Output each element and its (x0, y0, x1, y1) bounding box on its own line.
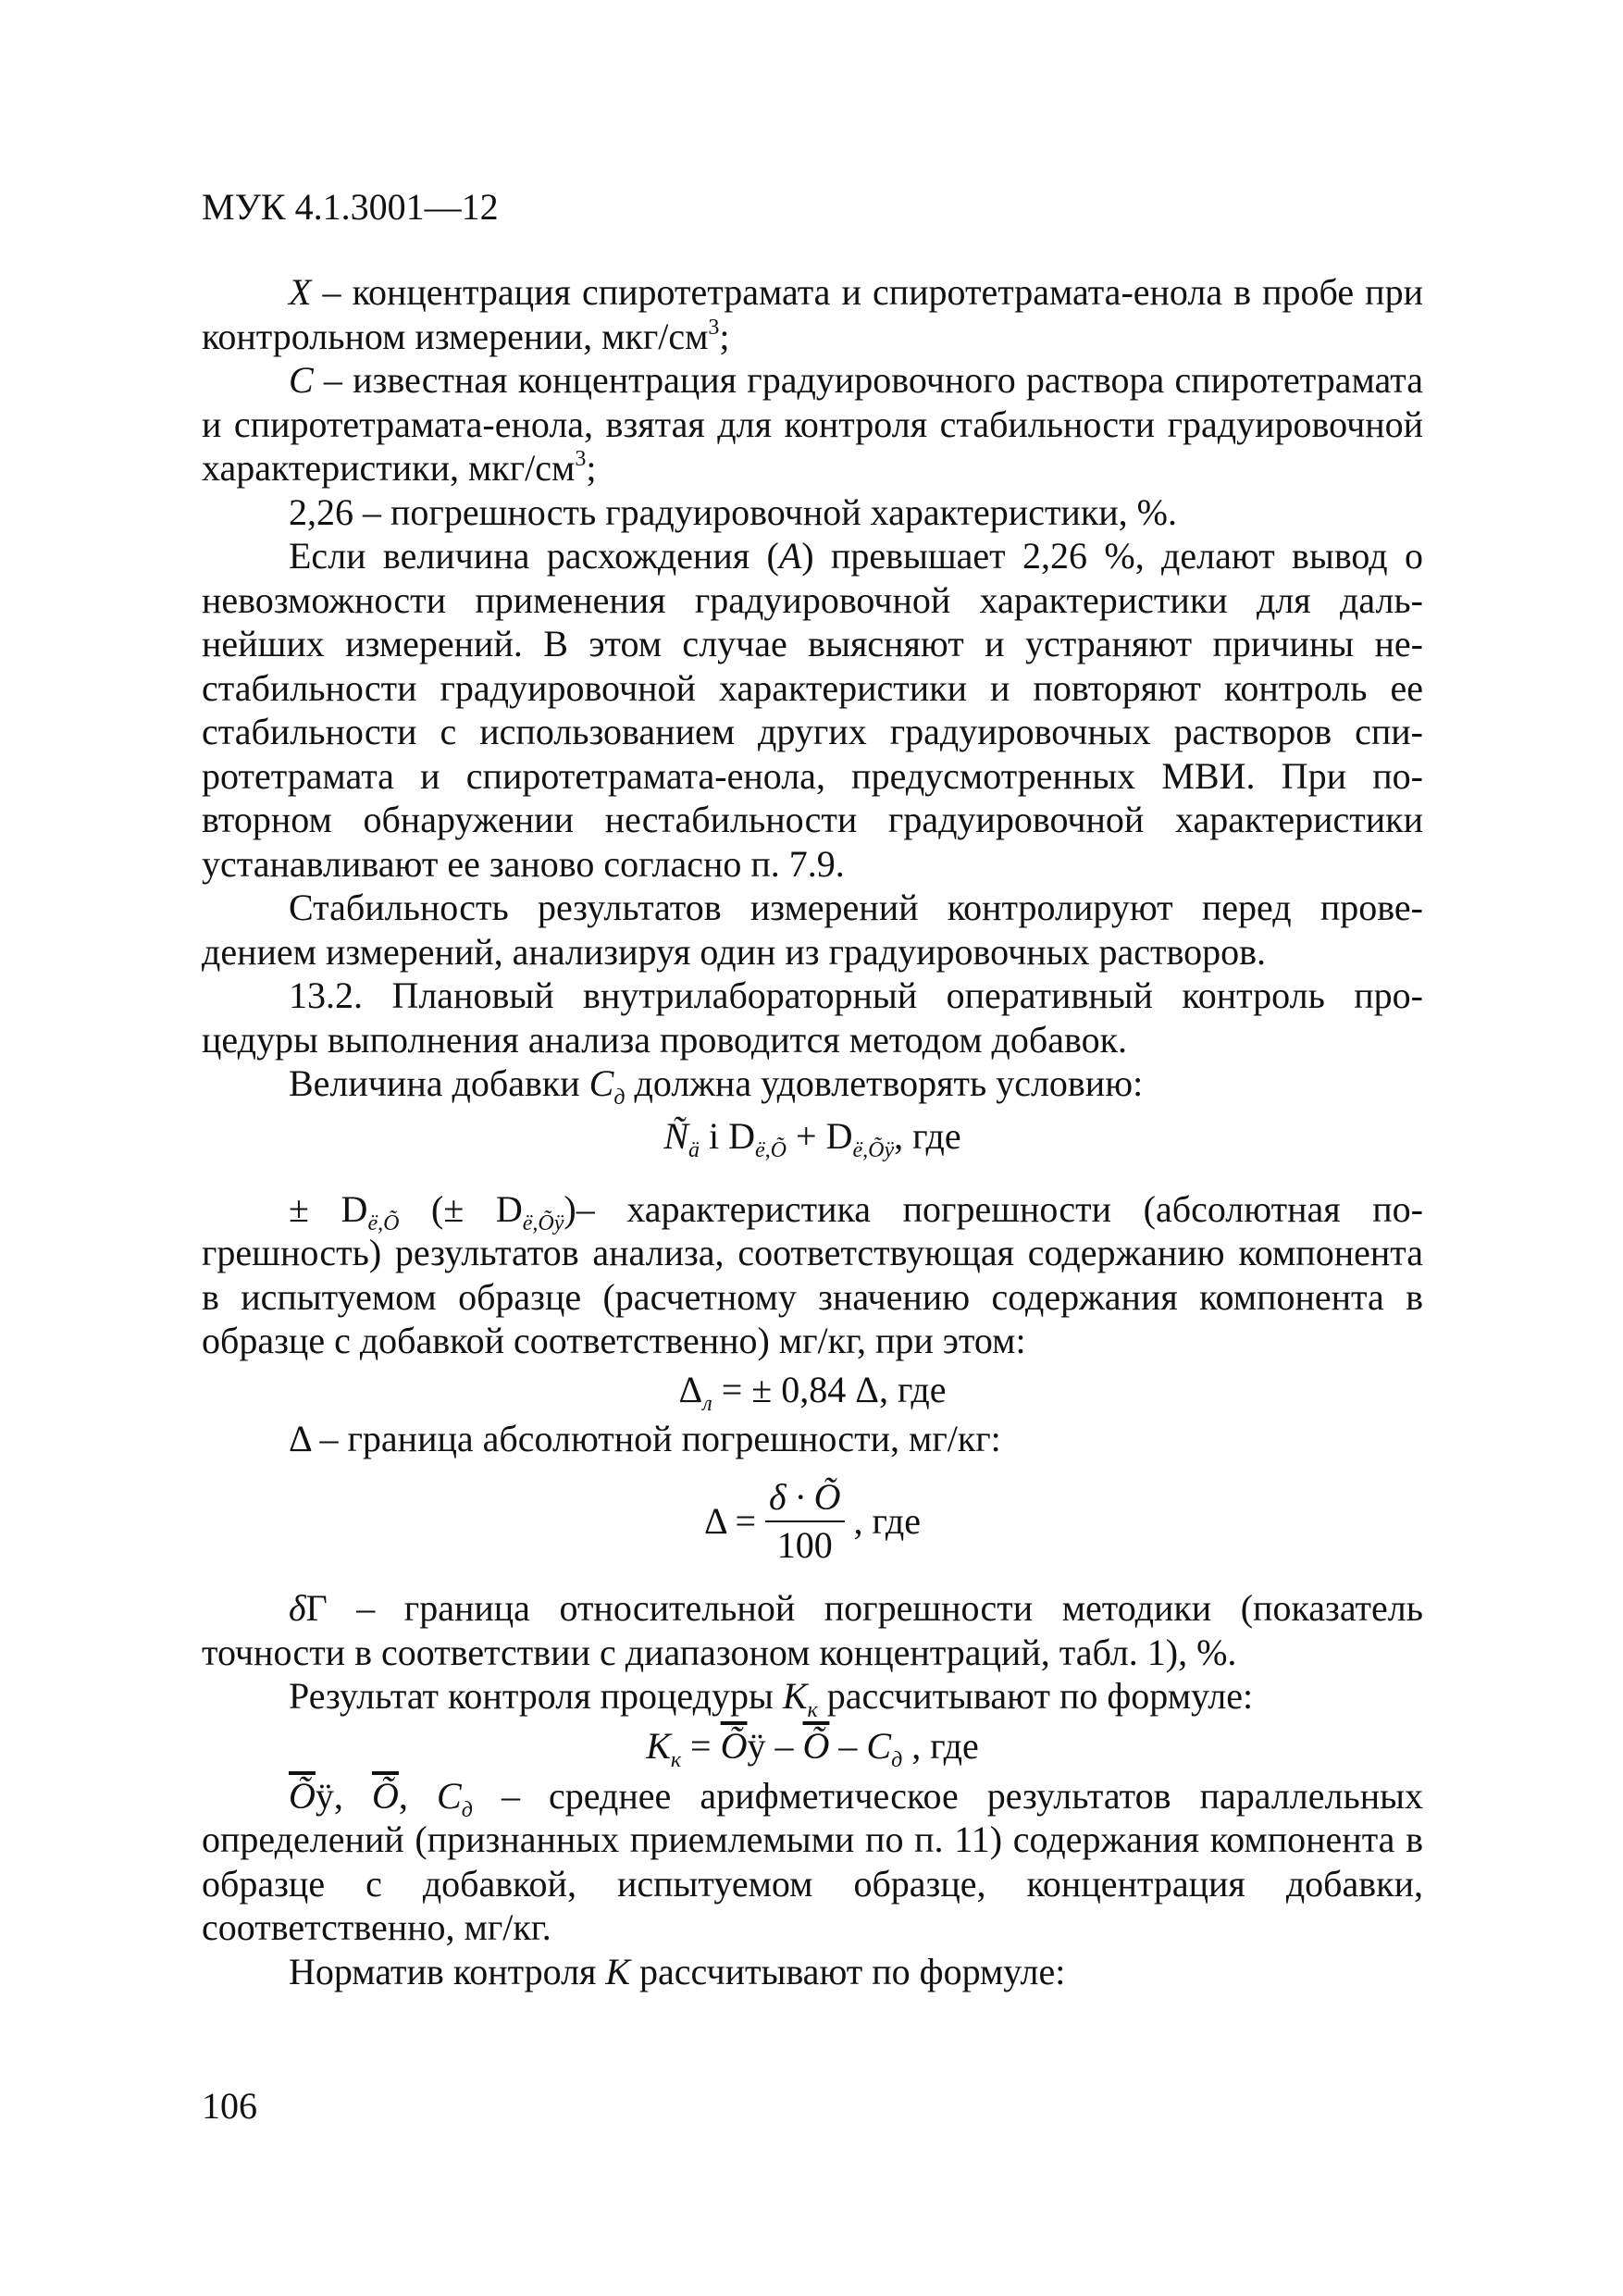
text-run: рассчитывают по формуле: (817, 1675, 1254, 1717)
subscript: ë,Õ (755, 1137, 787, 1162)
definition-c (202, 358, 1423, 490)
formula-text: = (681, 1724, 721, 1767)
text-run: ± D (289, 1187, 368, 1230)
paragraph-mean-values: $\overline{Õ}ÿ$, $\overline{Õ}$, $С_д$ – среднее арифметическое результатов параллельных определений (признанных приемлемыми по п. 11) содержания компонента в образце с добавкой, испытуемом образце, концентрация добавки, соответственно, мг/кг. (202, 1774, 1423, 1948)
text-run: должна удовлетворять условию: (625, 1062, 1144, 1104)
subscript: к (670, 1747, 682, 1772)
formula-condition (202, 1106, 1423, 1167)
text-run: ÿ (315, 1774, 334, 1817)
formula-symbol: С (437, 1774, 462, 1817)
punctuation: ; (586, 447, 597, 489)
symbol-mark: Г (305, 1587, 328, 1629)
page-number: 106 (202, 2085, 257, 2127)
text-run: – среднее арифметическое результатов параллельных определений (признанных приемлемыми по п. 11) содержания компонента в образце с добавкой, испытуемом образце, концентрация добавки, соответственно, мг/кг. (202, 1774, 1423, 1948)
formula-text: i D (700, 1114, 756, 1157)
formula-symbol: Ñ (663, 1114, 689, 1157)
symbol-c: С (289, 359, 314, 401)
text-run: Если величина расхождения ( (289, 535, 779, 577)
paragraph-divergence (202, 534, 1423, 886)
punctuation: ; (719, 315, 730, 357)
paragraph-delta: Δ – граница абсолютной погрешности, мг/кг: (289, 1417, 1001, 1459)
paragraph-additive (202, 1061, 1423, 1110)
text-run: Норматив контроля (289, 1950, 606, 1992)
subscript: ë,Õÿ (852, 1137, 895, 1162)
symbol-k: К (605, 1950, 630, 1992)
formula-text: Δ (678, 1368, 703, 1410)
formula-text: – (765, 1724, 803, 1767)
fraction-denominator: 100 (776, 1524, 833, 1566)
symbol-k: К (782, 1675, 808, 1717)
formula-text: Δ = (703, 1500, 757, 1543)
text-run: Результат контроля процедуры (289, 1675, 783, 1717)
formula-text: , где (853, 1500, 922, 1543)
text-run: )– характеристика погрешности (абсолютная погрешность) результатов анализа, соответствующая содержанию компонента в испытуемом образце (расчетному значению содержания компонента в образце с добавкой соответственно) мг/кг, при этом: (202, 1187, 1423, 1361)
text-run: ) превышает 2,26 %, делают вывод о невозможности применения градуировочной характеристики для дальнейших измерений. В этом случае выясняют и устраняют причины нестабильности градуировочной характеристики и повторяют контроль ее стабильности с использованием других градуировочных растворов спиротетрамата и спиротетрамата-енола, предусмотренных МВИ. При повторном обнаружении нестабильности градуировочной характеристики устанавливают ее заново согласно п. 7.9. (202, 535, 1423, 885)
paragraph-norm (202, 1950, 1423, 1994)
formula-kk (202, 1719, 1423, 1774)
subscript: д (613, 1086, 626, 1110)
superscript: 3 (575, 447, 587, 471)
subscript: ë,Õ (367, 1210, 400, 1235)
formula-symbol: $\overline{Õ}$ (720, 1724, 748, 1767)
document-header: МУК 4.1.3001—12 (202, 186, 499, 228)
paragraph-control-result (202, 1674, 1423, 1722)
subscript: ä (688, 1137, 700, 1162)
subscript: л (702, 1391, 712, 1416)
formula-symbol: К (646, 1724, 671, 1767)
fraction (765, 1474, 844, 1569)
formula-text: ÿ (747, 1724, 766, 1767)
subscript: к (807, 1698, 818, 1722)
formula-text: , где (894, 1114, 961, 1157)
formula-delta (202, 1464, 1423, 1579)
paragraph-delta-relative (202, 1586, 1423, 1674)
definition-226: 2,26 – погрешность градуировочной характеристики, %. (289, 490, 1177, 533)
symbol-x: X (289, 271, 312, 313)
subscript: д (461, 1797, 473, 1822)
formula-symbol: $\overline{Õ}$ (372, 1774, 399, 1817)
formula-symbol: $\overline{Õ}$ (802, 1724, 830, 1767)
fraction-numerator: δ · Õ (769, 1476, 841, 1518)
text-run: рассчитывают по формуле: (629, 1950, 1066, 1992)
formula-text: = ± 0,84 Δ, где (712, 1368, 947, 1410)
formula-text: + D (787, 1114, 853, 1157)
page-content (202, 270, 1423, 1993)
formula-delta-l (202, 1363, 1423, 1417)
text-run: Величина добавки (289, 1062, 589, 1104)
symbol-c-d: С (588, 1062, 614, 1104)
text-run: (± D (399, 1187, 523, 1230)
formula-symbol: С (866, 1724, 892, 1767)
subscript: д (891, 1747, 903, 1772)
formula-symbol: $\overline{Õ}$ (289, 1774, 316, 1817)
symbol-a: А (778, 535, 802, 577)
definition-c-text: – известная концентрация градуировочного раствора спиротетрамата и спиротетрамата-енола, взятая для контроля стабильности градуировочной характеристики, мкг/см (202, 359, 1423, 489)
text-run: – граница относительной погрешности методики (показатель точности в соответствии с диапазоном концентраций, табл. 1), %. (202, 1587, 1423, 1673)
superscript: 3 (708, 315, 720, 340)
symbol-delta: δ (289, 1587, 306, 1629)
paragraph-stability: Стабильность результатов измерений контролируют перед проведением измерений, анализируя один из градуировочных растворов. (202, 887, 1423, 973)
formula-text: – (829, 1724, 867, 1767)
definition-x-text: – концентрация спиротетрамата и спиротетрамата-енола в пробе при контрольном измерении, мкг/см (202, 271, 1423, 357)
paragraph-error-characteristic (202, 1187, 1423, 1363)
paragraph-13-2: 13.2. Плановый внутрилабораторный оперативный контроль процедуры выполнения анализа проводится методом добавок. (202, 974, 1423, 1061)
formula-text: , где (902, 1724, 979, 1767)
subscript: ë,Õÿ (522, 1210, 564, 1235)
definition-x (202, 270, 1423, 358)
